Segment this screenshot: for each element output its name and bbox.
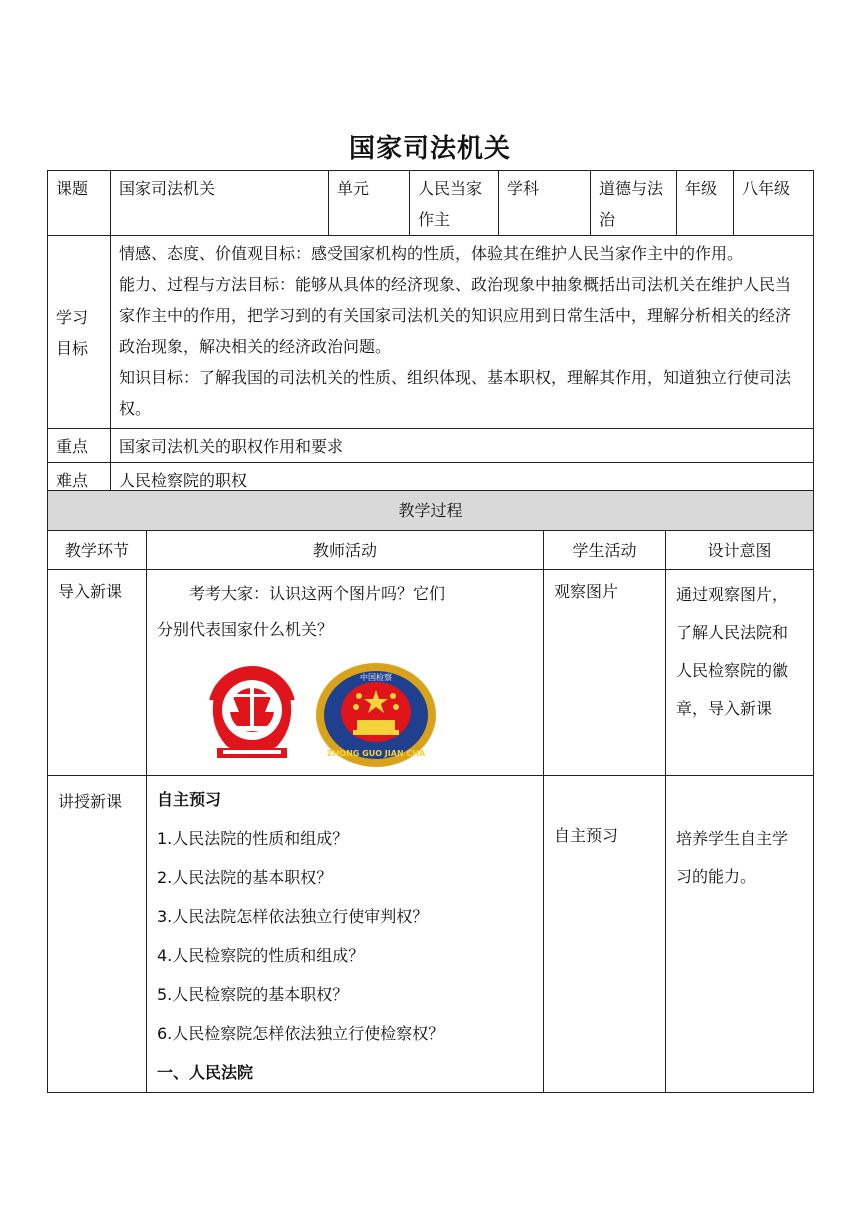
question-6: 6.人民检察院怎样依法独立行使检察权？ [157,1024,445,1043]
subject-value: 道德与法治 [591,171,677,236]
emblem-bottom-text: ZHONG GUO JIAN CHA [326,749,426,758]
question-5: 5.人民检察院的基本职权？ [157,985,349,1004]
intro-teacher-text: 考考大家：认识这两个图片吗？它们分别代表国家什么机关？ [157,584,446,639]
objectives-label-text: 学习目标 [56,308,89,358]
intro-intent: 通过观察图片，了解人民法院和人民检察院的徽章，导入新课 [666,570,814,776]
objective-ability: 能力、过程与方法目标：能够从具体的经济现象、政治现象中抽象概括出司法机关在维护人民当家作主中的作用，把学习到的有关国家司法机关的知识应用到日常生活中，理解分析相关的经济政治现象，解决相关的经济政治问题。 [119,275,792,356]
lecture-intent: 培养学生自主学习的能力。 [666,776,814,1093]
difficulty-label: 难点 [48,463,111,497]
lesson-info-table [47,170,814,497]
intro-stage: 导入新课 [48,570,147,776]
unit-value: 人民当家作主 [410,171,499,236]
objectives-label [48,236,111,429]
difficulty-value: 人民检察院的职权 [111,463,814,497]
intro-teacher-cell [147,570,544,776]
preview-title: 自主预习 [157,790,222,809]
objective-knowledge: 知识目标：了解我国的司法机关的性质、组织体现、基本职权，理解其作用，知道独立行使司法权。 [119,368,792,418]
column-teacher: 教师活动 [147,531,544,570]
section-one-heading: 一、人民法院 [157,1063,254,1082]
objective-emotion: 情感、态度、价值观目标：感受国家机构的性质，体验其在维护人民当家作主中的作用。 [119,244,744,263]
column-intent: 设计意图 [666,531,814,570]
column-student: 学生活动 [544,531,666,570]
question-2: 2.人民法院的基本职权？ [157,868,333,887]
lecture-teacher-cell [147,776,544,1093]
question-3: 3.人民法院怎样依法独立行使审判权？ [157,907,429,926]
column-stage: 教学环节 [48,531,147,570]
lecture-student: 自主预习 [544,776,666,1093]
course-value: 国家司法机关 [111,171,329,236]
subject-label: 学科 [499,171,591,236]
question-1: 1.人民法院的性质和组成？ [157,829,349,848]
emblem-top-text: 中国检察 [360,673,392,682]
intro-student: 观察图片 [544,570,666,776]
grade-label: 年级 [677,171,734,236]
lecture-stage: 讲授新课 [48,776,147,1093]
document-title: 国家司法机关 [348,134,511,164]
key-point-label: 重点 [48,429,111,463]
unit-label: 单元 [329,171,410,236]
emblem-row [197,660,533,770]
key-point-value: 国家司法机关的职权作用和要求 [111,429,814,463]
grade-value: 八年级 [734,171,814,236]
question-4: 4.人民检察院的性质和组成？ [157,946,365,965]
objectives-content [111,236,814,429]
teaching-process-table [47,490,814,1093]
process-header: 教学过程 [48,491,814,531]
procuratorate-emblem-icon [313,660,439,770]
course-label: 课题 [48,171,111,236]
court-emblem-icon [197,660,307,766]
